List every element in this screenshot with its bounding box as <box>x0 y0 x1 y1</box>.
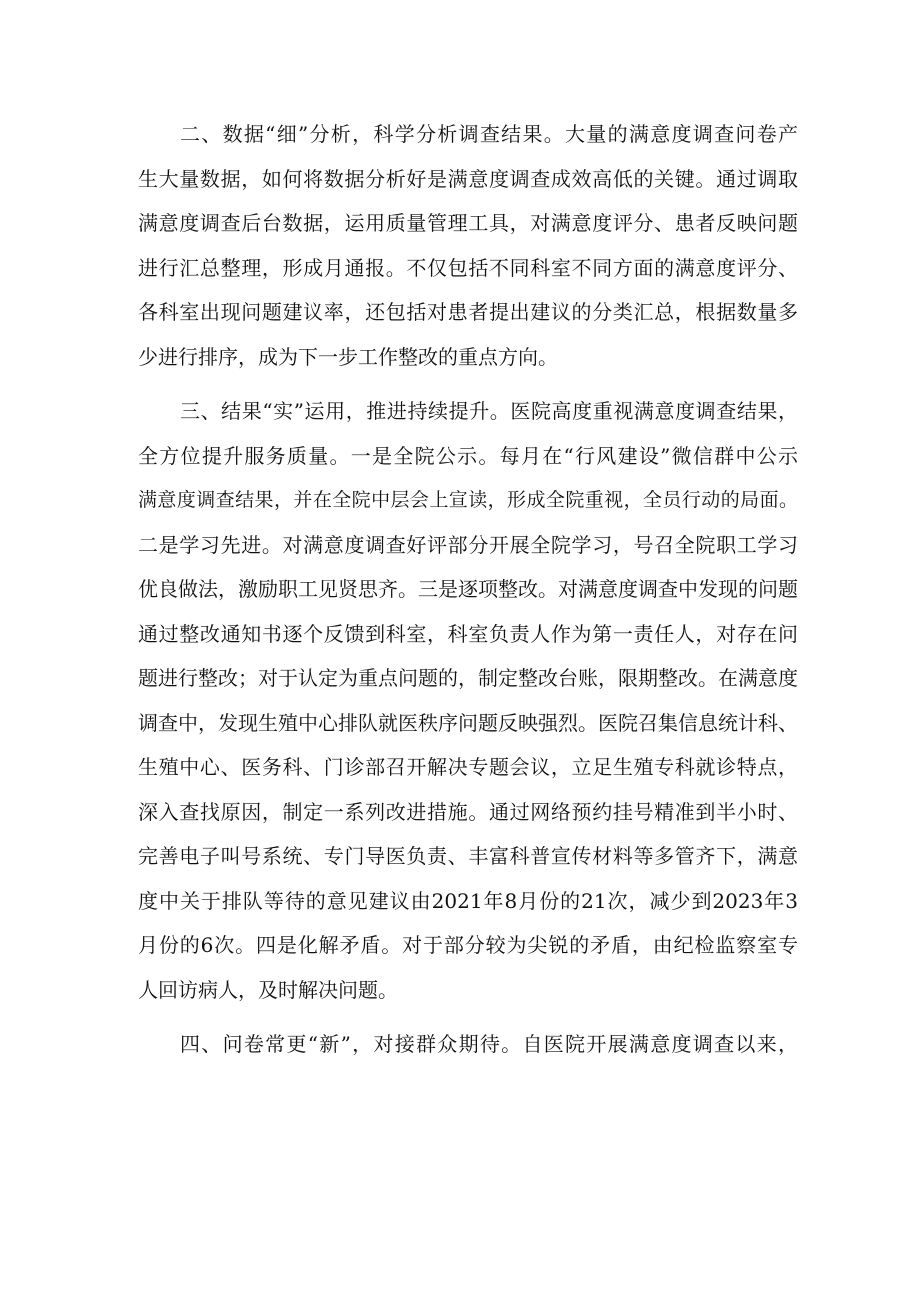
text-line: 全方位提升服务质量。一是全院公示。每月在“行风建设”微信群中公示 <box>138 443 798 468</box>
text-line: 四、问卷常更“新”，对接群众期待。自医院开展满意度调查以来， <box>180 1032 798 1056</box>
text-line: 进行汇总整理，形成月通报。不仅包括不同科室不同方面的满意度评分、 <box>138 255 798 280</box>
text-line: 二、数据“细”分析，科学分析调查结果。大量的满意度调查问卷产 <box>180 122 798 146</box>
text-line: 少进行排序，成为下一步工作整改的重点方向。 <box>138 344 558 369</box>
text-line: 月份的6次。四是化解矛盾。对于部分较为尖锐的矛盾，由纪检监察室专 <box>138 933 798 957</box>
text-line: 满意度调查后台数据，运用质量管理工具，对满意度评分、患者反映问题 <box>138 211 798 235</box>
text-line: 各科室出现问题建议率，还包括对患者提出建议的分类汇总，根据数量多 <box>138 300 798 324</box>
text-line: 生殖中心、医务科、门诊部召开解决专题会议，立足生殖专科就诊特点， <box>138 755 798 779</box>
paragraph-result-application <box>138 389 798 1012</box>
text-line: 通过整改通知书逐个反馈到科室，科室负责人作为第一责任人，对存在问 <box>138 621 798 646</box>
text-line: 满意度调查结果，并在全院中层会上宣读，形成全院重视，全员行动的局面。 <box>138 489 798 511</box>
text-line: 题进行整改；对于认定为重点问题的，制定整改台账，限期整改。在满意度 <box>138 666 798 690</box>
text-line: 二是学习先进。对满意度调查好评部分开展全院学习，号召全院职工学习 <box>138 532 798 557</box>
text-line: 深入查找原因，制定一系列改进措施。通过网络预约挂号精准到半小时、 <box>138 799 798 824</box>
text-line: 优良做法，激励职工见贤思齐。三是逐项整改。对满意度调查中发现的问题 <box>138 577 798 601</box>
text-line: 完善电子叫号系统、专门导医负责、丰富科普宣传材料等多管齐下，满意 <box>138 844 798 868</box>
text-line: 生大量数据，如何将数据分析好是满意度调查成效高低的关键。通过调取 <box>138 166 798 191</box>
document-body <box>138 112 798 1077</box>
paragraph-questionnaire-update <box>138 1022 798 1067</box>
text-line: 度中关于排队等待的意见建议由2021年8月份的21次，减少到2023年3 <box>138 888 798 913</box>
paragraph-data-analysis <box>138 112 798 379</box>
text-line: 人回访病人，及时解决问题。 <box>138 977 398 1002</box>
text-line: 调查中，发现生殖中心排队就医秩序问题反映强烈。医院召集信息统计科、 <box>138 710 798 735</box>
text-line: 三、结果“实”运用，推进持续提升。医院高度重视满意度调查结果， <box>180 399 798 423</box>
